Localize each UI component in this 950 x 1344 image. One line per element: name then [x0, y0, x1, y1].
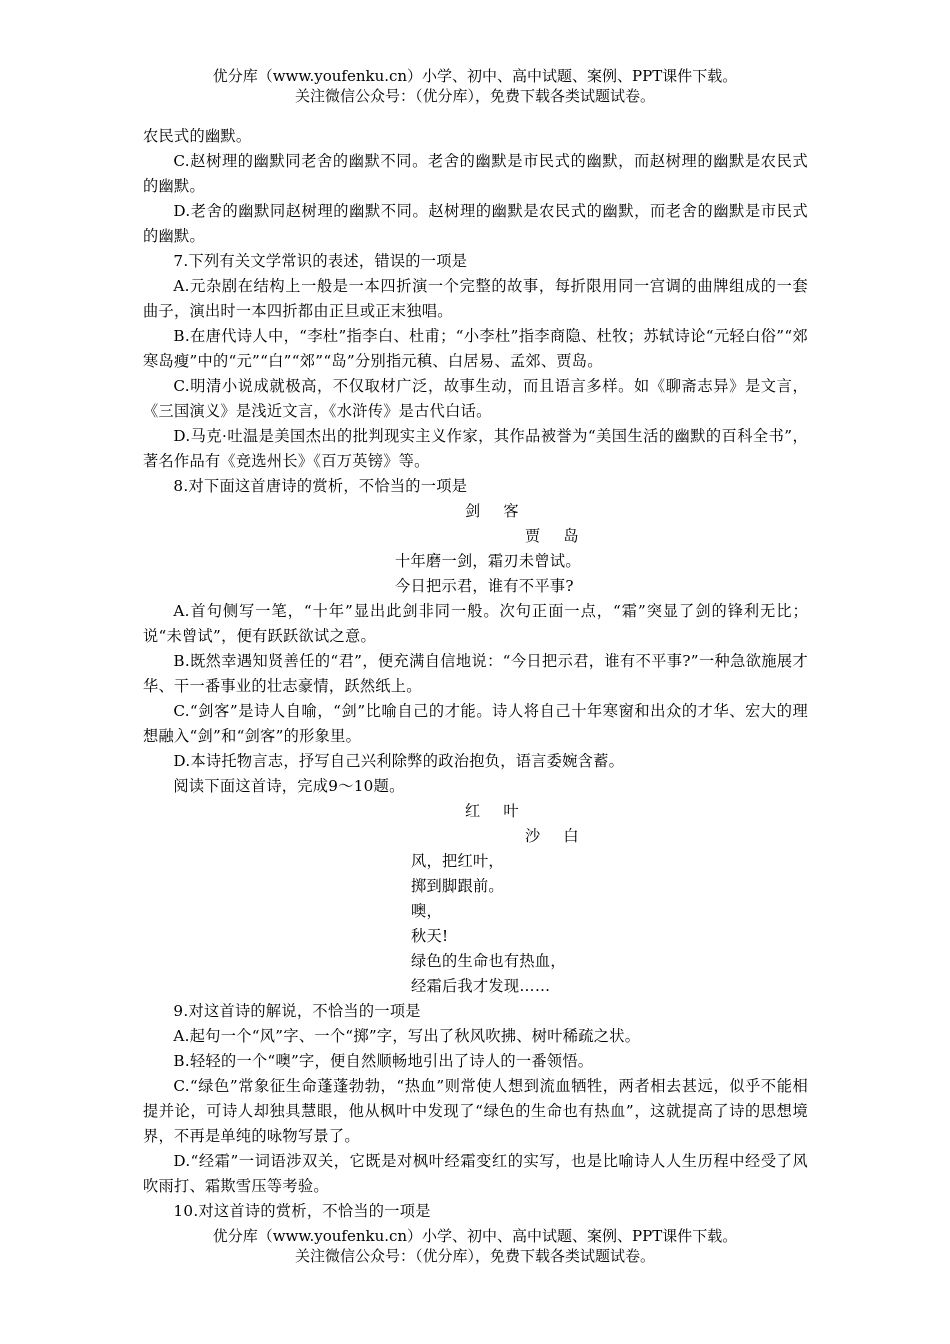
poem-2-author: 沙 白 — [525, 827, 583, 845]
question-9: 9.对这首诗的解说，不恰当的一项是 — [173, 1002, 421, 1020]
q8-option-d: D.本诗托物言志，抒写自己兴利除弊的政治抱负，语言委婉含蓄。 — [173, 752, 625, 770]
q9-option-d: D.“经霜”一词语涉双关，它既是对枫叶经霜变红的实写，也是比喻诗人人生历程中经受了风吹雨打、霜欺雪压等考验。 — [143, 1152, 808, 1195]
poem-2-line: 掷到脚跟前。 — [411, 877, 504, 895]
poem-2-line: 秋天! — [411, 927, 449, 945]
q7-option-c: C.明清小说成就极高，不仅取材广泛，故事生动，而且语言多样。如《聊斋志异》是文言，《三国演义》是浅近文言，《水浒传》是古代白话。 — [143, 377, 808, 420]
footer-line-1: 优分库（www.youfenku.cn）小学、初中、高中试题、案例、PPT课件下载。 — [212, 1227, 738, 1245]
question-10: 10.对这首诗的赏析，不恰当的一项是 — [173, 1202, 431, 1220]
poem-2-line: 经霜后我才发现…… — [411, 977, 551, 995]
q8-option-b: B.既然幸遇知贤善任的“君”，便充满自信地说：“今日把示君，谁有不平事?”一种急欲施展才华、干一番事业的壮志豪情，跃然纸上。 — [143, 652, 808, 695]
q6-option-c: C.赵树理的幽默同老舍的幽默不同。老舍的幽默是市民式的幽默，而赵树理的幽默是农民式的幽默。 — [143, 152, 808, 195]
q9-option-a: A.起句一个“风”字、一个“掷”字，写出了秋风吹拂、树叶稀疏之状。 — [173, 1027, 641, 1045]
reading-instruction: 阅读下面这首诗，完成9～10题。 — [173, 777, 405, 795]
poem-2-title: 红 叶 — [465, 802, 523, 820]
q8-option-a: A.首句侧写一笔，“十年”显出此剑非同一般。次句正面一点，“霜”突显了剑的锋利无比；说“未曾试”，便有跃跃欲试之意。 — [143, 602, 808, 645]
poem-1-line-1: 十年磨一剑，霜刃未曾试。 — [395, 552, 581, 570]
poem-2-line: 风，把红叶， — [411, 852, 504, 870]
question-7: 7.下列有关文学常识的表述，错误的一项是 — [173, 252, 468, 270]
q8-option-c: C.“剑客”是诗人自喻，“剑”比喻自己的才能。诗人将自己十年寒窗和出众的才华、宏大的理想融入“剑”和“剑客”的形象里。 — [143, 702, 808, 745]
footer-line-2: 关注微信公众号：（优分库），免费下载各类试题试卷。 — [294, 1247, 655, 1265]
poem-2-line: 噢， — [411, 902, 442, 920]
poem-1-title: 剑 客 — [465, 502, 523, 520]
poem-1-author: 贾 岛 — [525, 527, 583, 545]
q6-option-d: D.老舍的幽默同赵树理的幽默不同。赵树理的幽默是农民式的幽默，而老舍的幽默是市民式的幽默。 — [143, 202, 808, 245]
paragraph-continuation: 农民式的幽默。 — [143, 127, 252, 145]
question-8: 8.对下面这首唐诗的赏析，不恰当的一项是 — [173, 477, 468, 495]
q9-option-b: B.轻轻的一个“噢”字，便自然顺畅地引出了诗人的一番领悟。 — [173, 1052, 594, 1070]
header-line-1: 优分库（www.youfenku.cn）小学、初中、高中试题、案例、PPT课件下载。 — [212, 67, 738, 85]
page-footer — [0, 1226, 950, 1266]
poem-2-line: 绿色的生命也有热血， — [411, 952, 566, 970]
page-header — [0, 66, 950, 106]
document-body — [143, 124, 808, 1224]
q9-option-c: C.“绿色”常象征生命蓬蓬勃勃，“热血”则常使人想到流血牺牲，两者相去甚远，似乎不能相提并论，可诗人却独具慧眼，他从枫叶中发现了“绿色的生命也有热血”，这就提高了诗的思想境界，不再是单纯的咏物写景了。 — [143, 1077, 808, 1145]
q7-option-b: B.在唐代诗人中，“李杜”指李白、杜甫；“小李杜”指李商隐、杜牧；苏轼诗论“元轻白俗”“郊寒岛瘦”中的“元”“白”“郊”“岛”分别指元稹、白居易、孟郊、贾岛。 — [143, 327, 808, 370]
q7-option-a: A.元杂剧在结构上一般是一本四折演一个完整的故事，每折限用同一宫调的曲牌组成的一套曲子，演出时一本四折都由正旦或正末独唱。 — [143, 277, 808, 320]
q7-option-d: D.马克·吐温是美国杰出的批判现实主义作家，其作品被誉为“美国生活的幽默的百科全书”，著名作品有《竞选州长》《百万英镑》等。 — [143, 427, 808, 470]
poem-1-line-2: 今日把示君，谁有不平事? — [395, 577, 574, 595]
header-line-2: 关注微信公众号：（优分库），免费下载各类试题试卷。 — [294, 87, 655, 105]
